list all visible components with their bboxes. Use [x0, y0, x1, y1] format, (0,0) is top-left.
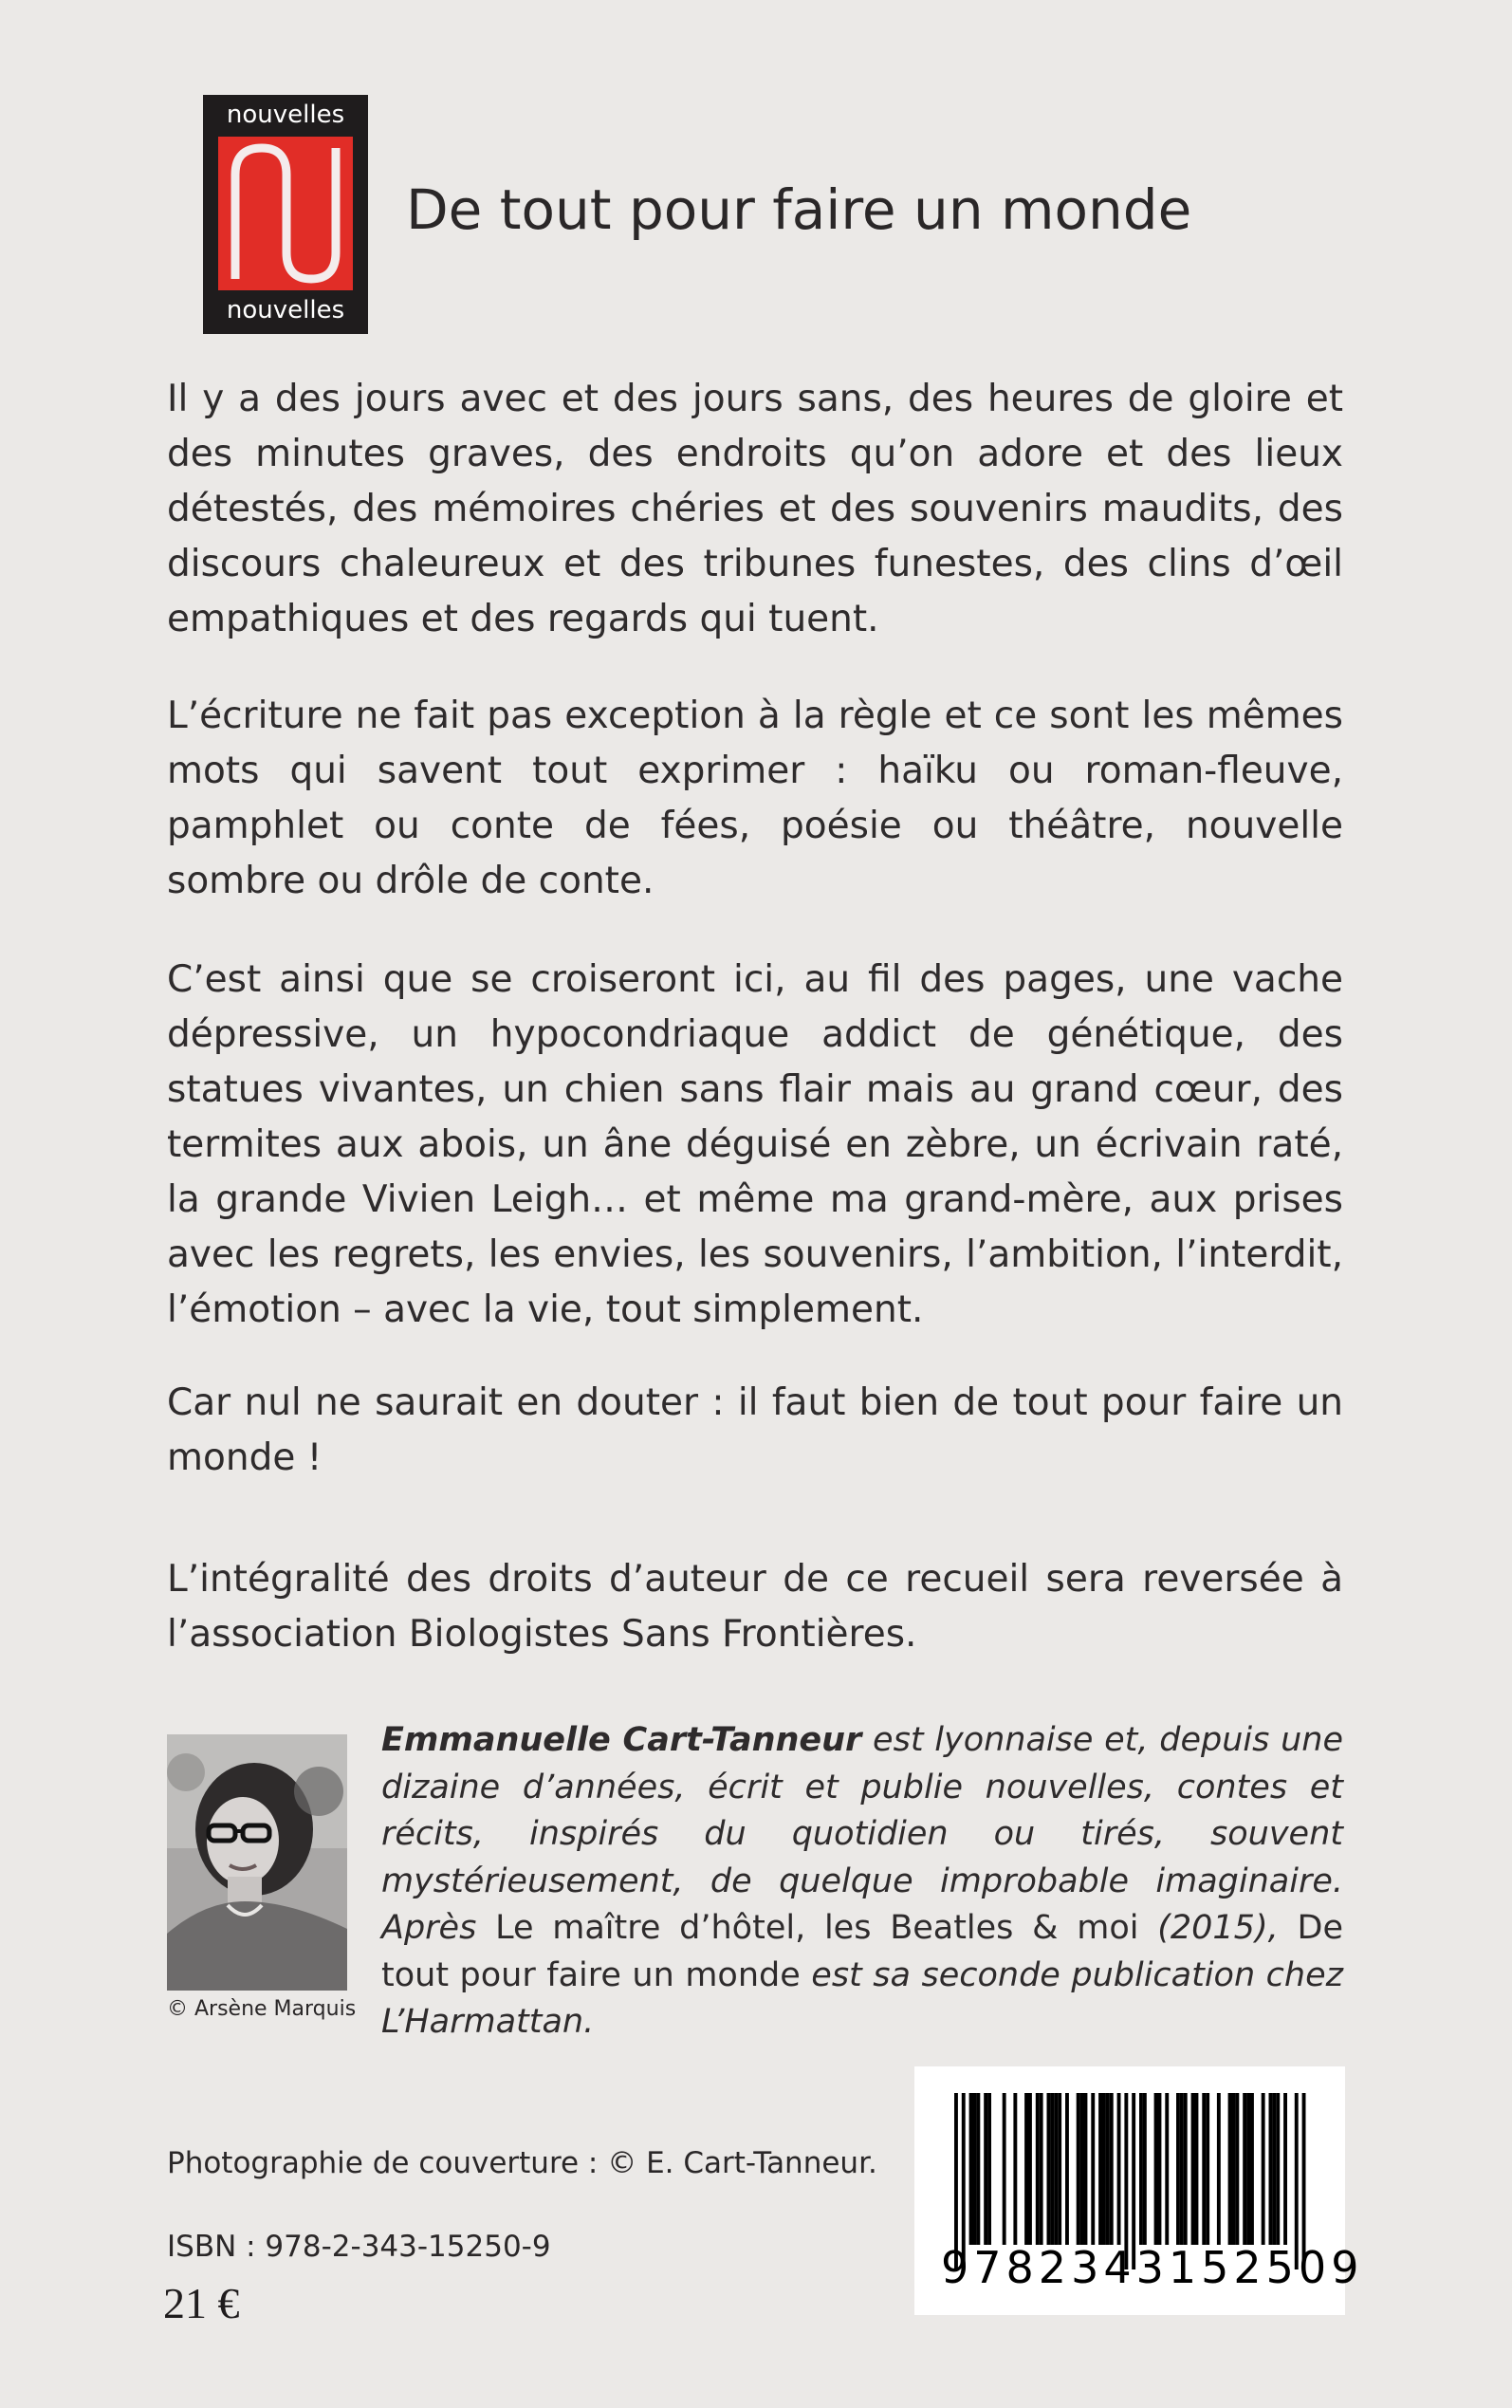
barcode-bar	[1165, 2093, 1169, 2245]
barcode-bar	[1050, 2093, 1054, 2245]
barcode-bar	[1028, 2093, 1032, 2245]
bio-text-2: (2015),	[1138, 1909, 1298, 1947]
barcode-bar	[1176, 2093, 1180, 2245]
bio-book-2: De tout pour faire un monde	[381, 1909, 1343, 1994]
barcode-bar	[1065, 2093, 1069, 2245]
cover-photo-credit: Photographie de couverture : © E. Cart-Tanneur.	[167, 2146, 877, 2180]
barcode-bar	[1269, 2093, 1273, 2245]
barcode	[914, 2066, 1364, 2315]
barcode-bar	[1040, 2093, 1043, 2245]
blurb-paragraph-2: L’écriture ne fait pas exception à la règle et ce sont les mêmes mots qui savent tout exprimer : haïku ou roman-fleuve, pamphlet ou conte de fées, poésie ou théâtre, nouvelle sombre ou drôle de conte.	[167, 695, 1343, 902]
barcode-bar	[1206, 2093, 1209, 2245]
barcode-bar	[1091, 2093, 1095, 2245]
barcode-bar	[1047, 2093, 1051, 2245]
price: 21 €	[163, 2279, 240, 2327]
barcode-bar	[1272, 2093, 1276, 2245]
barcode-bar	[1262, 2093, 1265, 2245]
author-bio	[381, 1717, 1343, 2047]
barcode-bar	[1276, 2093, 1280, 2245]
barcode-bar	[1077, 2093, 1080, 2245]
isbn: ISBN : 978-2-343-15250-9	[167, 2230, 551, 2264]
barcode-bar	[1154, 2093, 1158, 2245]
barcode-bar	[1158, 2093, 1162, 2245]
bio-text-3: est sa seconde publication chez L’Harmattan.	[381, 1955, 1343, 2041]
barcode-bar	[1250, 2093, 1254, 2245]
book-title: De tout pour faire un monde	[406, 177, 1192, 242]
barcode-bar	[1117, 2093, 1121, 2245]
logo-bottom-text: nouvelles	[226, 296, 345, 324]
barcode-digits: 9782343152509	[941, 2242, 1364, 2293]
barcode-bar	[1184, 2093, 1188, 2245]
barcode-bar	[1195, 2093, 1199, 2245]
barcode-bar	[1246, 2093, 1250, 2245]
blurb-paragraph-3: C’est ainsi que se croiseront ici, au fil des pages, une vache dépressive, un hypocondriaque addict de génétique, des statues vivantes, un chien sans flair mais au grand cœur, des termites aux abois, un âne déguisé en zèbre, un écrivain raté, la grande Vivien Leigh… et même ma grand-mère, aux prises avec les regrets, les envies, les souvenirs, l’ambition, l’interdit, l’émotion – avec la vie, tout simplement.	[167, 958, 1343, 1331]
barcode-bar	[1143, 2093, 1147, 2245]
nu-monogram-icon	[218, 137, 353, 290]
barcode-bar	[987, 2093, 991, 2245]
rights-notice: L’intégralité des droits d’auteur de ce recueil sera reversée à l’association Biologistes Sans Frontières.	[167, 1558, 1343, 1656]
barcode-bar	[1058, 2093, 1061, 2245]
blurb-paragraph-1: Il y a des jours avec et des jours sans, des heures de gloire et des minutes graves, des endroits qu’on adore et des lieux détestés, des mémoires chéries et des souvenirs maudits, des discours chaleureux et des tribunes funestes, des clins d’œil empathiques et des regards qui tuent.	[167, 378, 1343, 640]
barcode-bar	[1098, 2093, 1102, 2245]
logo-red-square	[218, 137, 353, 290]
barcode-bar	[1217, 2093, 1221, 2245]
barcode-bar	[1013, 2093, 1017, 2245]
publisher-logo	[203, 95, 368, 334]
author-portrait-image	[167, 1734, 347, 1991]
barcode-bar	[1102, 2093, 1106, 2245]
barcode-bar	[1106, 2093, 1110, 2245]
barcode-bar	[1024, 2093, 1028, 2245]
barcode-bar	[1235, 2093, 1239, 2245]
barcode-bar	[1228, 2093, 1232, 2245]
barcode-bar	[984, 2093, 987, 2245]
barcode-bar	[1080, 2093, 1084, 2245]
author-name: Emmanuelle Cart-Tanneur	[381, 1721, 862, 1759]
barcode-bar	[976, 2093, 980, 2245]
barcode-bar	[1243, 2093, 1246, 2245]
barcode-bar	[1180, 2093, 1184, 2245]
bio-book-1: Le maître d’hôtel, les Beatles & moi	[495, 1909, 1139, 1947]
barcode-bar	[1110, 2093, 1114, 2245]
barcode-bar	[1054, 2093, 1058, 2245]
logo-top-text: nouvelles	[226, 101, 345, 129]
barcode-bar	[1003, 2093, 1006, 2245]
barcode-bar	[1191, 2093, 1195, 2245]
bio-text-1: est lyonnaise et, depuis une dizaine d’années, écrit et publie nouvelles, contes et récits, inspirés du quotidien ou tirés, souvent mystérieusement, de quelque improbable imaginaire. Après	[381, 1721, 1343, 1947]
barcode-bar	[969, 2093, 973, 2245]
barcode-bar	[1232, 2093, 1236, 2245]
barcode-bar	[1283, 2093, 1287, 2245]
barcode-bar	[1036, 2093, 1040, 2245]
barcode-bar	[1139, 2093, 1143, 2245]
blurb-paragraph-4: Car nul ne saurait en douter : il faut bien de tout pour faire un monde !	[167, 1381, 1343, 1479]
barcode-bar	[1202, 2093, 1206, 2245]
barcode-bar	[1084, 2093, 1088, 2245]
photo-credit: © Arsène Marquis	[167, 1997, 357, 2021]
author-photo	[167, 1734, 347, 1991]
barcode-bar	[973, 2093, 977, 2245]
